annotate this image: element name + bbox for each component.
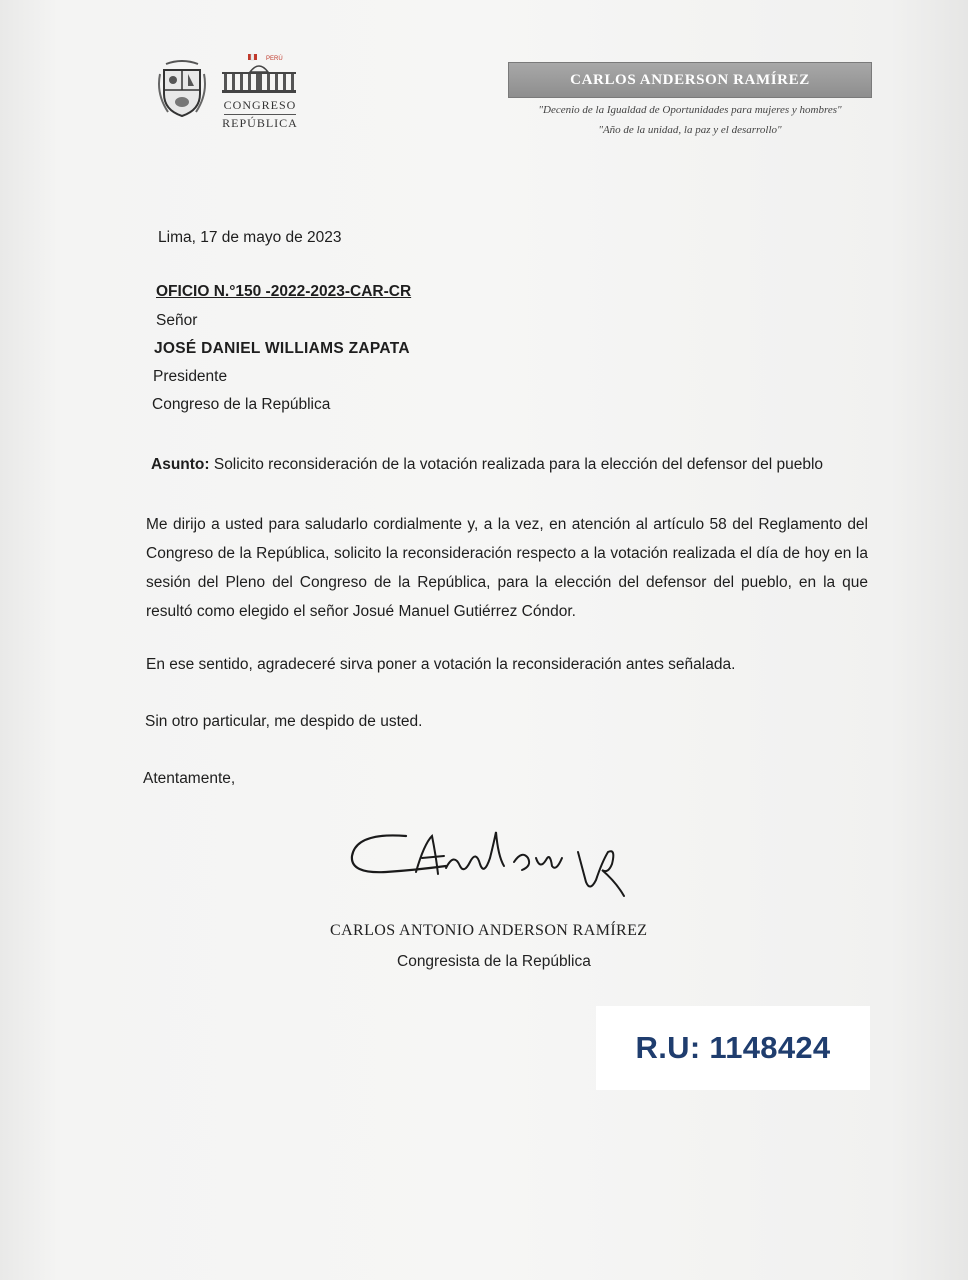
signer-role: Congresista de la República	[397, 953, 591, 970]
congressman-name-banner: CARLOS ANDERSON RAMÍREZ	[508, 62, 872, 98]
subject-label: Asunto:	[151, 456, 210, 473]
recipient-organization: Congreso de la República	[152, 396, 331, 413]
svg-text:PERÚ: PERÚ	[266, 56, 283, 62]
congreso-line1: CONGRESO	[223, 98, 297, 112]
body-paragraph: Me dirijo a usted para saludarlo cordialmente y, a la vez, en atención al artículo 58 del Reglamento del Congreso de la República, solicito la reconsideración respecto a la votación realizada el día de hoy en la sesión del Pleno del Congreso de la República, para la elección del defensor del pueblo, en la que resultó como elegido el señor Josué Manuel Gutiérrez Cóndor.	[146, 516, 868, 620]
request-line: En ese sentido, agradeceré sirva poner a votación la reconsideración antes señalada.	[146, 656, 736, 673]
congreso-wordmark	[220, 98, 300, 131]
recipient-title: Presidente	[153, 368, 228, 385]
year-motto: "Año de la unidad, la paz y el desarrollo"	[598, 124, 782, 136]
wordmark-divider	[224, 114, 296, 115]
header-logos	[158, 52, 308, 132]
registration-stamp: R.U: 1148424	[596, 1006, 870, 1090]
subject-text: Solicito reconsideración de la votación realizada para la elección del defensor del pueblo	[209, 456, 824, 473]
handwritten-signature	[346, 822, 636, 912]
signer-name: CARLOS ANTONIO ANDERSON RAMÍREZ	[330, 922, 648, 939]
subject-line	[151, 456, 823, 474]
congreso-line2: REPÚBLICA	[222, 116, 298, 130]
salutation: Señor	[156, 312, 198, 329]
decade-motto: "Decenio de la Igualdad de Oportunidades para mujeres y hombres"	[538, 104, 842, 116]
congreso-building-icon	[220, 54, 298, 94]
place-date: Lima, 17 de mayo de 2023	[158, 229, 342, 246]
reference-number: OFICIO N.°150 -2022-2023-CAR-CR	[156, 283, 412, 300]
peru-coat-of-arms-icon	[158, 60, 206, 120]
recipient-name: JOSÉ DANIEL WILLIAMS ZAPATA	[154, 340, 410, 357]
closing-line: Sin otro particular, me despido de usted.	[145, 713, 423, 730]
sign-off: Atentamente,	[143, 770, 236, 787]
